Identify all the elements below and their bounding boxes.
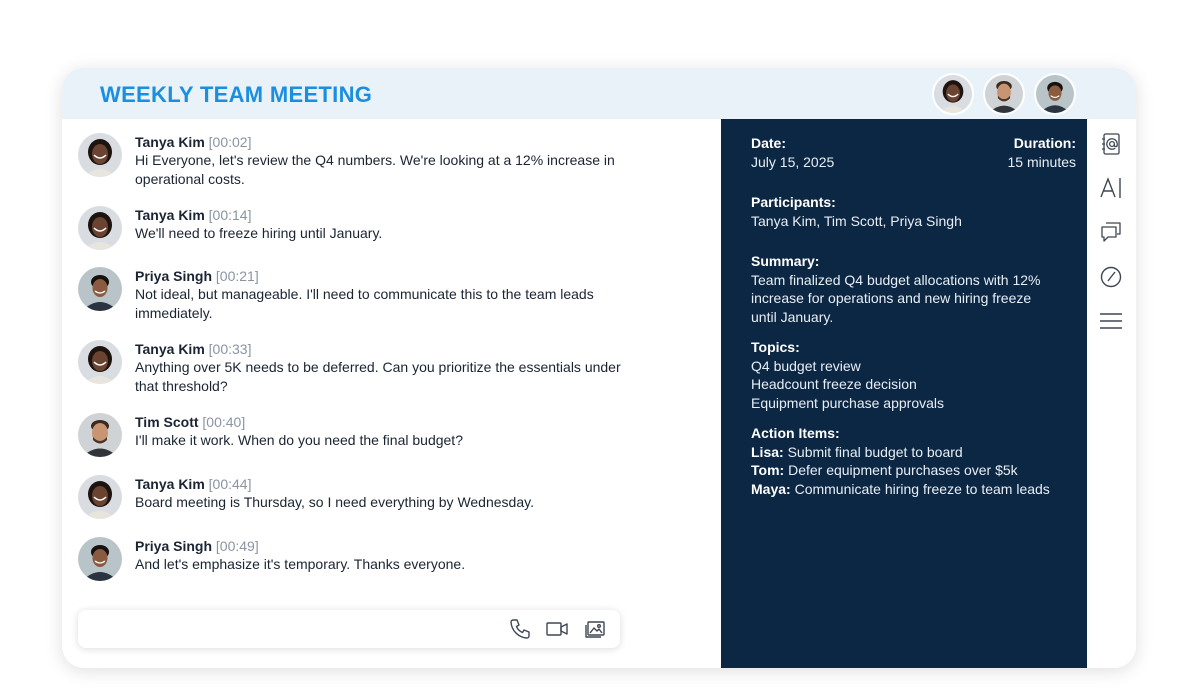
timestamp: [00:44]: [208, 476, 252, 492]
side-toolbar: [1087, 119, 1136, 668]
timestamp: [00:49]: [215, 538, 259, 554]
chat-icon[interactable]: [1099, 220, 1123, 244]
avatar-priya-singh[interactable]: [1034, 73, 1076, 115]
message-text: Board meeting is Thursday, so I need everything by Wednesday.: [135, 494, 534, 510]
image-icon[interactable]: [583, 617, 607, 641]
timestamp: [00:21]: [215, 268, 259, 284]
sender-name: Tanya Kim: [135, 134, 205, 150]
avatar: [78, 475, 122, 519]
avatar: [78, 413, 122, 457]
action-owner: Lisa:: [751, 443, 784, 460]
header: [62, 68, 1136, 119]
topic-item: Q4 budget review: [751, 357, 861, 374]
avatar: [78, 340, 122, 384]
summary-value: Team finalized Q4 budget allocations with 12% increase for operations and new hiring freeze until January.: [751, 271, 1041, 325]
sender-name: Priya Singh: [135, 268, 213, 284]
avatar: [78, 206, 122, 250]
message-text: Not ideal, but manageable. I'll need to communicate this to the team leads immediately.: [135, 286, 594, 321]
sender-name: Tanya Kim: [135, 341, 205, 357]
timestamp: [00:40]: [202, 414, 246, 430]
ai-text-icon[interactable]: [1099, 176, 1123, 200]
action-task: Defer equipment purchases over $5k: [784, 462, 1018, 478]
avatar: [78, 267, 122, 311]
message-text: I'll make it work. When do you need the final budget?: [135, 432, 463, 448]
message-text: And let's emphasize it's temporary. Thanks everyone.: [135, 556, 466, 572]
topic-item: Headcount freeze decision: [751, 376, 917, 392]
phone-icon[interactable]: [508, 617, 532, 641]
action-item: [751, 443, 1081, 462]
meeting-card: [62, 68, 1136, 668]
action-task: Communicate hiring freeze to team leads: [790, 480, 1050, 497]
date-label: Date:: [751, 135, 787, 151]
message-text: We'll need to freeze hiring until January.: [135, 225, 383, 241]
avatar-tim-scott[interactable]: [983, 73, 1025, 115]
topics-label: Topics:: [751, 339, 800, 355]
message-composer[interactable]: [78, 610, 620, 648]
message-text: Anything over 5K needs to be deferred. Can you prioritize the essentials under that threshold?: [135, 359, 621, 394]
participants-value: Tanya Kim, Tim Scott, Priya Singh: [751, 212, 962, 229]
chat-transcript: [62, 119, 721, 668]
timestamp: [00:14]: [208, 207, 252, 223]
summary-label: Summary:: [751, 253, 820, 269]
timestamp: [00:33]: [208, 341, 252, 357]
sender-name: Tanya Kim: [135, 476, 205, 492]
action-item: [751, 461, 1081, 480]
action-owner: Tom:: [751, 462, 785, 478]
participants-label: Participants:: [751, 194, 836, 210]
date-value: July 15, 2025: [751, 153, 835, 170]
action-task: Submit final budget to board: [783, 443, 963, 460]
video-icon[interactable]: [545, 617, 569, 641]
meeting-summary-panel: [721, 119, 1087, 668]
meeting-title: WEEKLY TEAM MEETING: [100, 82, 373, 107]
topic-item: Equipment purchase approvals: [751, 394, 945, 411]
message-text: Hi Everyone, let's review the Q4 numbers. We're looking at a 12% increase in operational costs.: [135, 152, 615, 187]
avatar-tanya-kim[interactable]: [932, 73, 974, 115]
contacts-icon[interactable]: [1099, 132, 1123, 156]
sender-name: Priya Singh: [135, 538, 213, 554]
action-owner: Maya:: [751, 480, 791, 497]
duration-value: 15 minutes: [1007, 153, 1076, 170]
avatar: [78, 133, 122, 177]
action-items-label: Action Items:: [751, 425, 840, 441]
avatar: [78, 537, 122, 581]
duration-label: Duration:: [1013, 135, 1076, 151]
sender-name: Tim Scott: [135, 414, 199, 430]
clock-icon[interactable]: [1099, 265, 1123, 289]
timestamp: [00:02]: [208, 134, 252, 150]
menu-icon[interactable]: [1099, 309, 1123, 333]
sender-name: Tanya Kim: [135, 207, 205, 223]
action-item: [751, 480, 1081, 499]
